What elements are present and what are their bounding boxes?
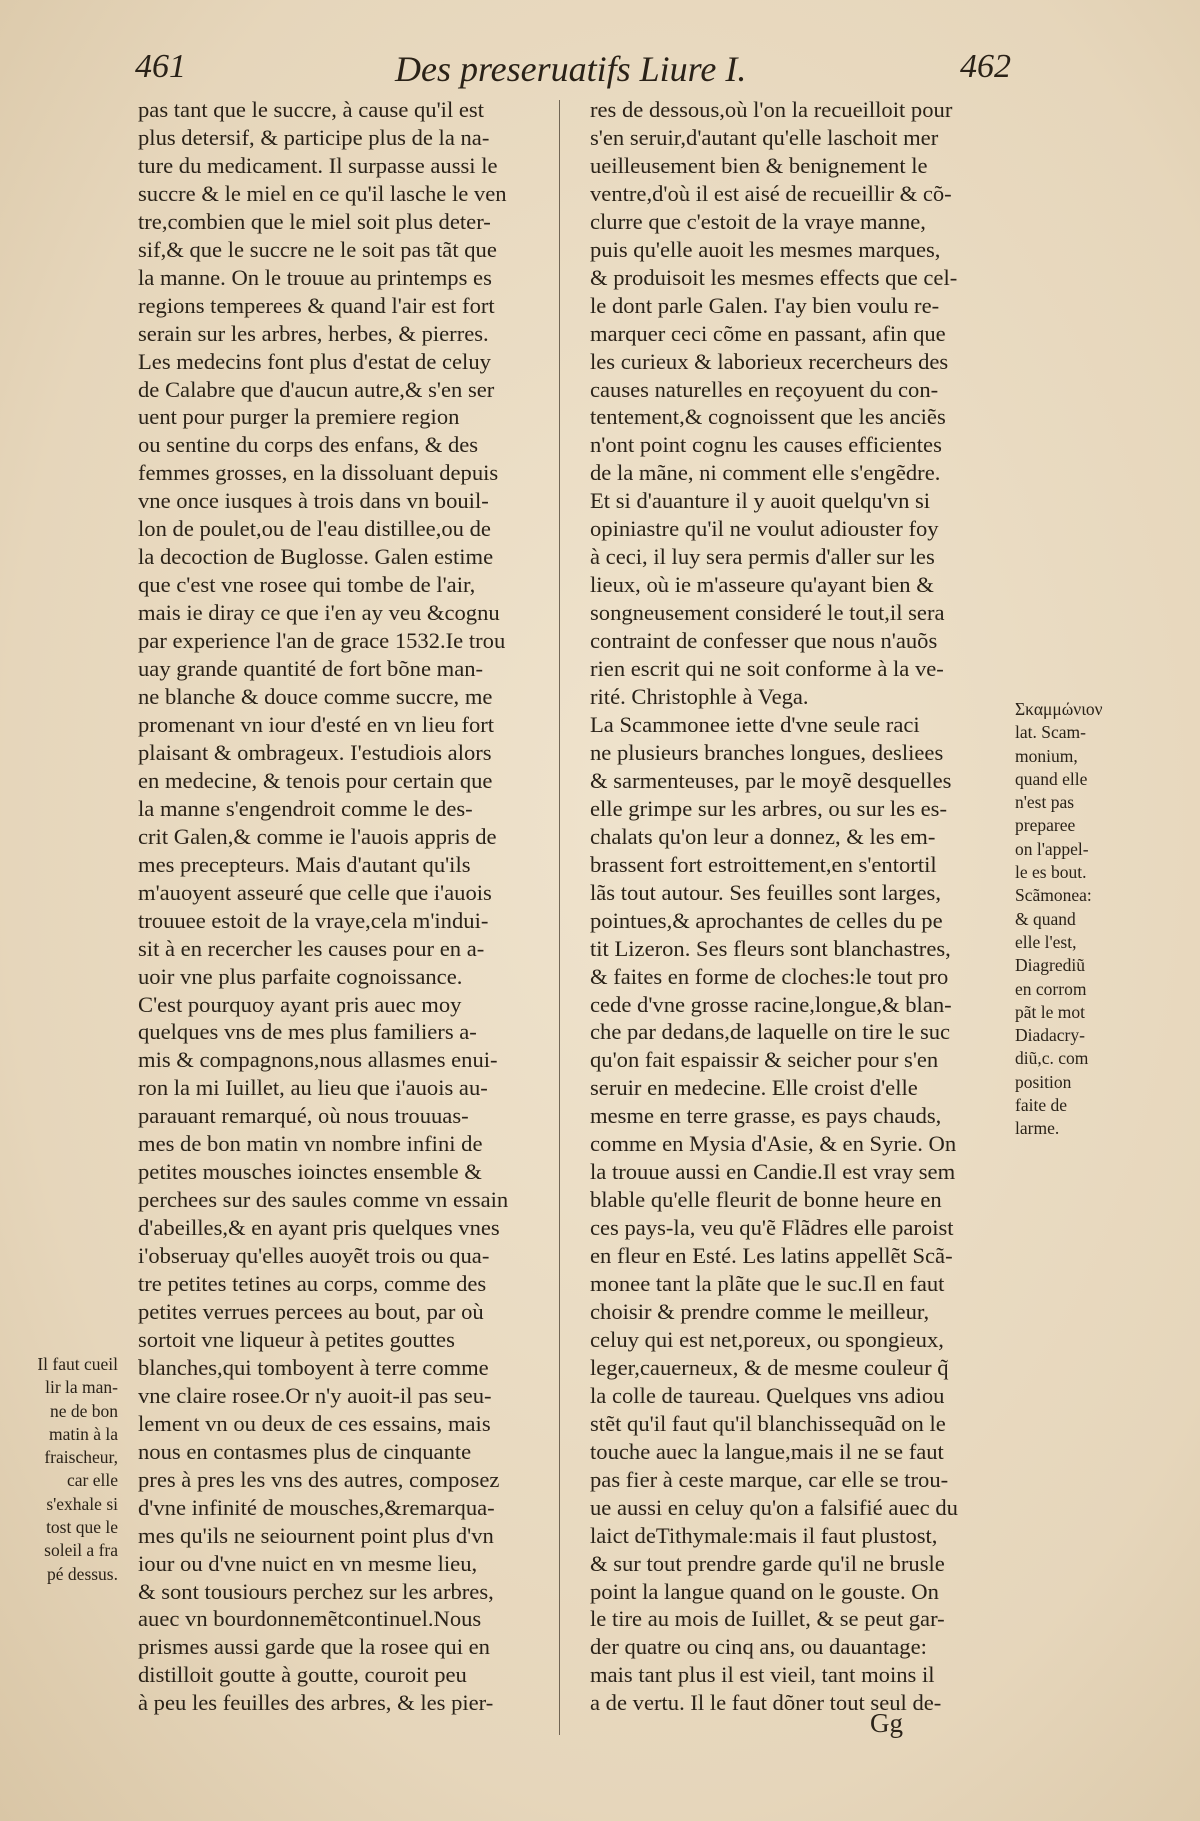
text-line: en fleur en Esté. Les latins appellẽt Scã- [590, 1243, 953, 1269]
left-margin-note [18, 1353, 118, 1586]
text-line: uent pour purger la premiere region [138, 404, 460, 430]
text-line: promenant vn iour d'esté en vn lieu fort [138, 711, 495, 737]
margin-note-line: n'est pas [1015, 792, 1075, 813]
margin-note-line: lat. Scam- [1015, 722, 1086, 743]
text-line: distilloit goutte à goutte, couroit peu [138, 1662, 467, 1688]
text-line: tre,combien que le miel soit plus deter- [138, 208, 491, 234]
text-line: la decoction de Buglosse. Galen estime [138, 544, 494, 570]
text-line: parauant remarqué, où nous trouuas- [138, 1103, 469, 1129]
margin-note-line: car elle [67, 1470, 118, 1491]
text-line: mesme en terre grasse, es pays chauds, [590, 1103, 942, 1129]
margin-note-line: s'exhale si [46, 1493, 118, 1514]
text-line: lon de poulet,ou de l'eau distillee,ou de [138, 516, 491, 542]
margin-note-line: diũ,c. com [1015, 1048, 1089, 1069]
text-line: mes qu'ils ne seiournent point plus d'vn [138, 1522, 494, 1548]
text-line: sortoit vne liqueur à petites gouttes [138, 1326, 455, 1352]
text-line: rité. Christophle à Vega. [590, 684, 809, 710]
text-line: der quatre ou cinq ans, ou dauantage: [590, 1634, 927, 1660]
text-line: quelques vns de mes plus familiers a- [138, 1019, 477, 1045]
text-line: La Scammonee iette d'vne seule raci [590, 711, 920, 737]
margin-note-line: fraischeur, [44, 1447, 118, 1468]
text-line: plus detersif, & participe plus de la na- [138, 124, 490, 150]
margin-note-line: pãt le mot [1015, 1001, 1085, 1022]
text-line: chalats qu'on leur a donnez, & les em- [590, 823, 936, 849]
margin-note-line: Il faut cueil [37, 1354, 118, 1374]
text-line: la trouue aussi en Candie.Il est vray sem [590, 1159, 956, 1185]
text-line: blable qu'elle fleurit de bonne heure en [590, 1187, 942, 1213]
text-line: contraint de confesser que nous n'auõs [590, 628, 938, 654]
text-line: choisir & prendre comme le meilleur, [590, 1298, 930, 1324]
text-line: ueilleusement bien & benignement le [590, 152, 928, 178]
text-line: celuy qui est net,poreux, ou spongieux, [590, 1326, 944, 1352]
text-line: vne once iusques à trois dans vn bouil- [138, 488, 489, 514]
margin-note-line: larme. [1015, 1118, 1060, 1139]
text-line: de la mãne, ni comment elle s'engẽdre. [590, 460, 941, 486]
text-line: comme en Mysia d'Asie, & en Syrie. On [590, 1131, 957, 1157]
text-line: femmes grosses, en la dissoluant depuis [138, 460, 499, 486]
text-line: perchees sur des saules comme vn essain [138, 1187, 509, 1213]
text-line: iour ou d'vne nuict en vn mesme lieu, [138, 1550, 478, 1576]
text-line: nous en contasmes plus de cinquante [138, 1438, 472, 1464]
text-line: uoir vne plus parfaite cognoissance. [138, 963, 463, 989]
text-line: tre petites tetines au corps, comme des [138, 1271, 487, 1297]
text-line: trouuee estoit de la vraye,cela m'indui- [138, 907, 489, 933]
text-line: uay grande quantité de fort bõne man- [138, 656, 484, 682]
text-line: Et si d'auanture il y auoit quelqu'vn si [590, 488, 931, 514]
text-line: en medecine, & tenois pour certain que [138, 767, 493, 793]
text-line: point la langue quand on le gouste. On [590, 1578, 939, 1604]
text-line: mais tant plus il est vieil, tant moins il [590, 1662, 935, 1688]
text-line: pas tant que le succre, à cause qu'il est [138, 97, 484, 122]
margin-note-line: & quand [1015, 908, 1076, 929]
text-line: petites verrues percees au bout, par où [138, 1298, 484, 1324]
margin-note-line: Σκαμμώνιον [1015, 699, 1103, 719]
text-line: & sur tout prendre garde qu'il ne brusle [590, 1550, 945, 1576]
margin-note-line: le es bout. [1015, 862, 1087, 883]
text-line: & produisoit les mesmes effects que cel- [590, 264, 958, 290]
text-line: le dont parle Galen. I'ay bien voulu re- [590, 292, 940, 318]
text-line: brassent fort estroittement,en s'entortil [590, 851, 937, 877]
text-line: lement vn ou deux de ces essains, mais [138, 1410, 491, 1436]
text-line: lieux, où ie m'asseure qu'ayant bien & [590, 572, 934, 598]
text-line: elle grimpe sur les arbres, ou sur les es- [590, 795, 947, 821]
text-line: & sarmenteuses, par le moyẽ desquelles [590, 767, 952, 793]
text-line: vne claire rosee.Or n'y auoit-il pas seu- [138, 1382, 492, 1408]
text-line: ou sentine du corps des enfans, & des [138, 432, 479, 458]
text-line: opiniastre qu'il ne voulut adiouster foy [590, 516, 939, 542]
text-line: tentement,& cognoissent que les anciẽs [590, 404, 946, 430]
text-line: le tire au mois de Iuillet, & se peut gar- [590, 1606, 945, 1632]
text-line: & sont tousiours perchez sur les arbres, [138, 1578, 494, 1604]
margin-note-line: matin à la [48, 1423, 118, 1444]
margin-note-line: Diadacry- [1015, 1025, 1085, 1046]
text-line: clurre que c'estoit de la vraye manne, [590, 208, 926, 234]
text-line: pointues,& aprochantes de celles du pe [590, 907, 943, 933]
text-line: prismes aussi garde que la rosee qui en [138, 1634, 490, 1660]
text-line: regions temperees & quand l'air est fort [138, 292, 495, 318]
text-line: leger,cauerneux, & de mesme couleur q̃ [590, 1354, 949, 1380]
running-title: Des preseruatifs Liure I. [395, 49, 747, 89]
text-line: crit Galen,& comme ie l'auois appris de [138, 823, 497, 849]
margin-note-line: soleil a fra [44, 1540, 118, 1561]
text-line: marquer ceci cõme en passant, afin que [590, 320, 946, 346]
text-line: Les medecins font plus d'estat de celuy [138, 348, 491, 374]
text-line: & faites en forme de cloches:le tout pro [590, 963, 949, 989]
text-line: m'auoyent asseuré que celle que i'auois [138, 879, 492, 905]
text-line: mis & compagnons,nous allasmes enui- [138, 1047, 498, 1073]
text-line: de Calabre que d'aucun autre,& s'en ser [138, 376, 495, 402]
margin-note-line: preparee [1015, 815, 1076, 836]
text-line: C'est pourquoy ayant pris auec moy [138, 991, 462, 1017]
text-line: serain sur les arbres, herbes, & pierres. [138, 320, 489, 346]
text-line: ventre,d'où il est aisé de recueillir & cõ- [590, 180, 952, 206]
margin-note-line: elle l'est, [1015, 931, 1077, 952]
text-line: sit à en recercher les causes pour en a- [138, 935, 485, 961]
text-line: sif,& que le succre ne le soit pas tãt que [138, 236, 497, 262]
text-line: ne blanche & douce comme succre, me [138, 684, 493, 710]
text-line: stẽt qu'il faut qu'il blanchissequãd on le [590, 1410, 946, 1436]
text-line: mes de bon matin vn nombre infini de [138, 1131, 483, 1157]
text-line: mais ie diray ce que i'en ay veu &cognu [138, 600, 500, 626]
margin-note-line: monium, [1015, 745, 1078, 766]
signature-mark: Gg [870, 1708, 903, 1738]
margin-note-line: Scãmonea: [1015, 885, 1092, 906]
text-line: plaisant & ombrageux. I'estudiois alors [138, 739, 492, 765]
text-line: ces pays-la, veu qu'ẽ Flãdres elle paroist [590, 1215, 954, 1241]
text-line: mes precepteurs. Mais d'autant qu'ils [138, 851, 471, 877]
text-line: la colle de taureau. Quelques vns adiou [590, 1382, 945, 1408]
text-line: monee tant la plãte que le suc.Il en faut [590, 1271, 945, 1297]
text-line: n'ont point cognu les causes efficientes [590, 432, 942, 458]
margin-note-line: en corrom [1015, 978, 1087, 999]
text-line: succre & le miel en ce qu'il lasche le ven [138, 180, 507, 206]
right-text-column [590, 96, 1020, 1717]
text-line: s'en seruir,d'autant qu'elle laschoit mer [590, 124, 939, 150]
text-line: causes naturelles en reçoyuent du con- [590, 376, 939, 402]
text-line: tit Lizeron. Ses fleurs sont blanchastres, [590, 935, 951, 961]
text-line: à ceci, il luy sera permis d'aller sur les [590, 544, 935, 570]
text-line: qu'on fait espaissir & seicher pour s'en [590, 1047, 939, 1073]
text-line: a de vertu. Il le faut dõner tout seul de- [590, 1690, 942, 1716]
text-line: à peu les feuilles des arbres, & les pier- [138, 1690, 494, 1716]
text-line: pres à pres les vns des autres, composez [138, 1466, 500, 1492]
page-number-left: 461 [135, 48, 186, 85]
text-line: pas fier à ceste marque, car elle se trou- [590, 1466, 949, 1492]
text-line: d'abeilles,& en ayant pris quelques vnes [138, 1215, 500, 1241]
right-margin-note [1015, 698, 1195, 1141]
text-line: petites mousches ioinctes ensemble & [138, 1159, 482, 1185]
text-line: i'obseruay qu'elles auoyẽt trois ou qua- [138, 1243, 490, 1269]
margin-note-line: lir la man- [45, 1377, 118, 1398]
text-line: ue aussi en celuy qu'on a falsifié auec du [590, 1494, 958, 1520]
left-text-column [138, 96, 568, 1717]
margin-note-line: Diagrediũ [1015, 955, 1085, 976]
margin-note-line: faite de [1015, 1095, 1067, 1116]
margin-note-line: quand elle [1015, 768, 1088, 789]
text-line: d'vne infinité de mousches,&remarqua- [138, 1494, 495, 1520]
text-line: songneusement consideré le tout,il sera [590, 600, 945, 626]
text-line: blanches,qui tomboyent à terre comme [138, 1354, 489, 1380]
text-line: puis qu'elle auoit les mesmes marques, [590, 236, 941, 262]
column-divider [559, 100, 560, 1735]
text-line: la manne. On le trouue au printemps es [138, 264, 492, 290]
text-line: auec vn bourdonnemẽtcontinuel.Nous [138, 1606, 482, 1632]
page-number-right: 462 [960, 48, 1011, 85]
margin-note-line: tost que le [46, 1517, 118, 1538]
text-line: laict deTithymale:mais il faut plustost, [590, 1522, 938, 1548]
text-line: seruir en medecine. Elle croist d'elle [590, 1075, 918, 1101]
margin-note-line: ne de bon [49, 1400, 118, 1421]
text-line: lãs tout autour. Ses feuilles sont larges, [590, 879, 941, 905]
text-line: que c'est vne rosee qui tombe de l'air, [138, 572, 476, 598]
text-line: ture du medicament. Il surpasse aussi le [138, 152, 498, 178]
text-line: les curieux & laborieux recercheurs des [590, 348, 949, 374]
text-line: par experience l'an de grace 1532.Ie trou [138, 628, 506, 654]
text-line: la manne s'engendroit comme le des- [138, 795, 473, 821]
text-line: che par dedans,de laquelle on tire le suc [590, 1019, 951, 1045]
margin-note-line: position [1015, 1071, 1072, 1092]
text-line: cede d'vne grosse racine,longue,& blan- [590, 991, 952, 1017]
text-line: ne plusieurs branches longues, desliees [590, 739, 944, 765]
text-line: res de dessous,où l'on la recueilloit pour [590, 97, 953, 122]
text-line: rien escrit qui ne soit conforme à la ve- [590, 656, 944, 682]
margin-note-line: pé dessus. [47, 1563, 118, 1584]
text-line: touche auec la langue,mais il ne se faut [590, 1438, 944, 1464]
text-line: ron la mi Iuillet, au lieu que i'auois au- [138, 1075, 488, 1101]
margin-note-line: on l'appel- [1015, 838, 1089, 859]
